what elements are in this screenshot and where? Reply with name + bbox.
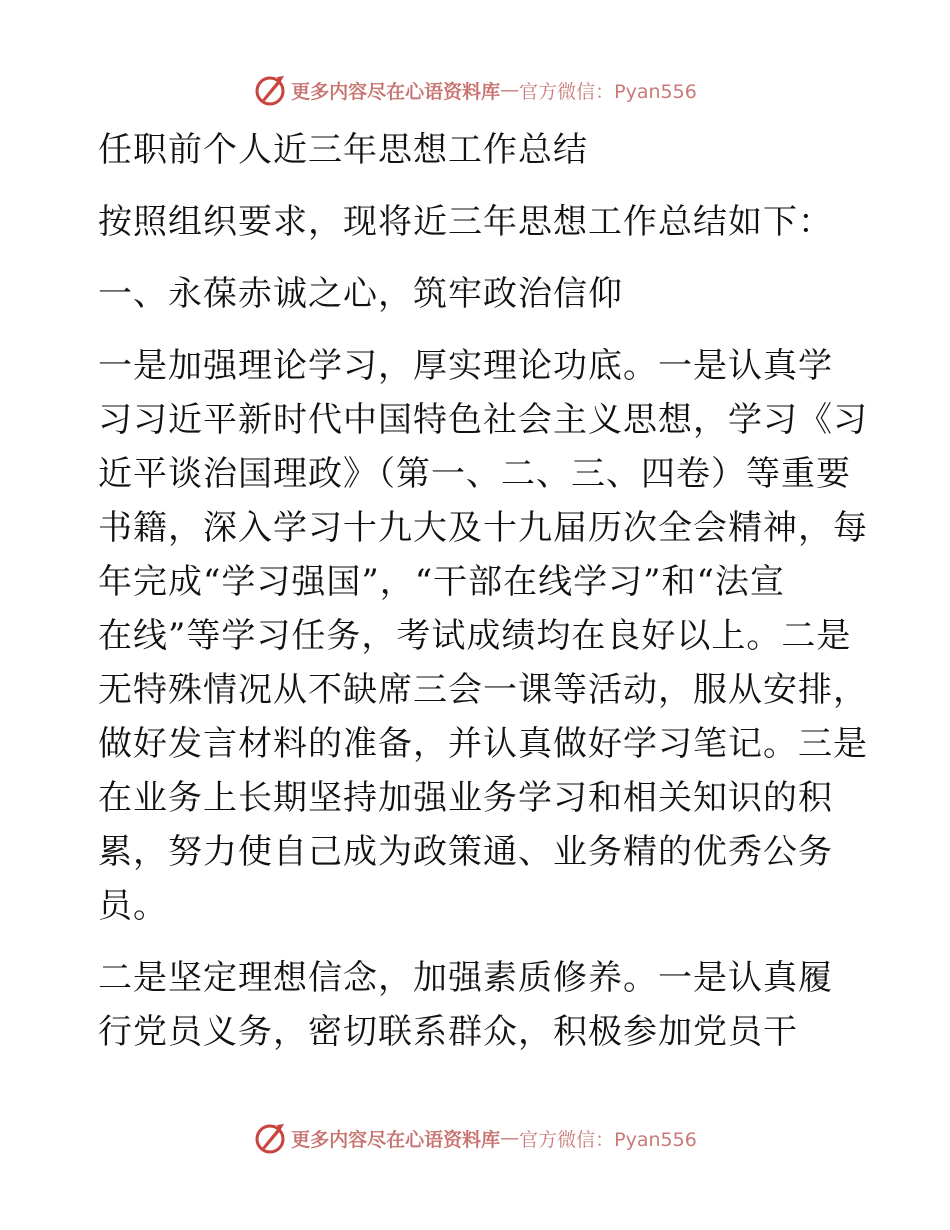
quill-logo-icon xyxy=(253,1121,287,1155)
watermark-contact: 官方微信：Pyan556 xyxy=(519,1128,697,1151)
paragraph-line: 在业务上长期坚持加强业务学习和相关知识的积 xyxy=(98,778,833,818)
intro-line: 按照组织要求，现将近三年思想工作总结如下： xyxy=(98,202,833,242)
paragraph-line: 书籍，深入学习十九大及十九届历次全会精神，每 xyxy=(98,508,868,548)
paragraph-line: 累，努力使自己成为政策通、业务精的优秀公务 xyxy=(98,832,833,872)
quill-logo-icon xyxy=(253,73,287,107)
paragraph-line: 一是加强理论学习，厚实理论功底。一是认真学 xyxy=(98,346,833,386)
watermark-dash: — xyxy=(500,79,520,101)
paragraph-line: 近平谈治国理政》（第一、二、三、四卷）等重要 xyxy=(98,454,851,494)
paragraph-line: 无特殊情况从不缺席三会一课等活动，服从安排， xyxy=(98,670,868,710)
watermark-dash: — xyxy=(500,1127,520,1149)
watermark xyxy=(253,73,697,107)
paragraph-line: 行党员义务，密切联系群众，积极参加党员干 xyxy=(98,1012,798,1052)
document-title: 任职前个人近三年思想工作总结 xyxy=(98,130,588,170)
watermark-header xyxy=(0,70,950,110)
document-body xyxy=(98,123,868,1059)
watermark-footer xyxy=(0,1118,950,1158)
section-heading: 一、永葆赤诚之心，筑牢政治信仰 xyxy=(98,274,623,314)
watermark-contact: 官方微信：Pyan556 xyxy=(519,80,697,103)
paragraph-line: 年完成“学习强国”，“干部在线学习”和“法宣 xyxy=(98,562,785,602)
paragraph-line: 习习近平新时代中国特色社会主义思想，学习《习 xyxy=(98,400,868,440)
paragraph-line: 做好发言材料的准备，并认真做好学习笔记。三是 xyxy=(98,724,868,764)
watermark-site: 更多内容尽在心语资料库 xyxy=(291,80,501,103)
paragraph-1 xyxy=(98,339,868,933)
paragraph-2 xyxy=(98,951,858,1059)
watermark-site: 更多内容尽在心语资料库 xyxy=(291,1128,501,1151)
paragraph-line: 二是坚定理想信念，加强素质修养。一是认真履 xyxy=(98,958,833,998)
watermark xyxy=(253,1121,697,1155)
paragraph-line: 在线”等学习任务，考试成绩均在良好以上。二是 xyxy=(98,616,852,656)
paragraph-line: 员。 xyxy=(98,886,168,926)
